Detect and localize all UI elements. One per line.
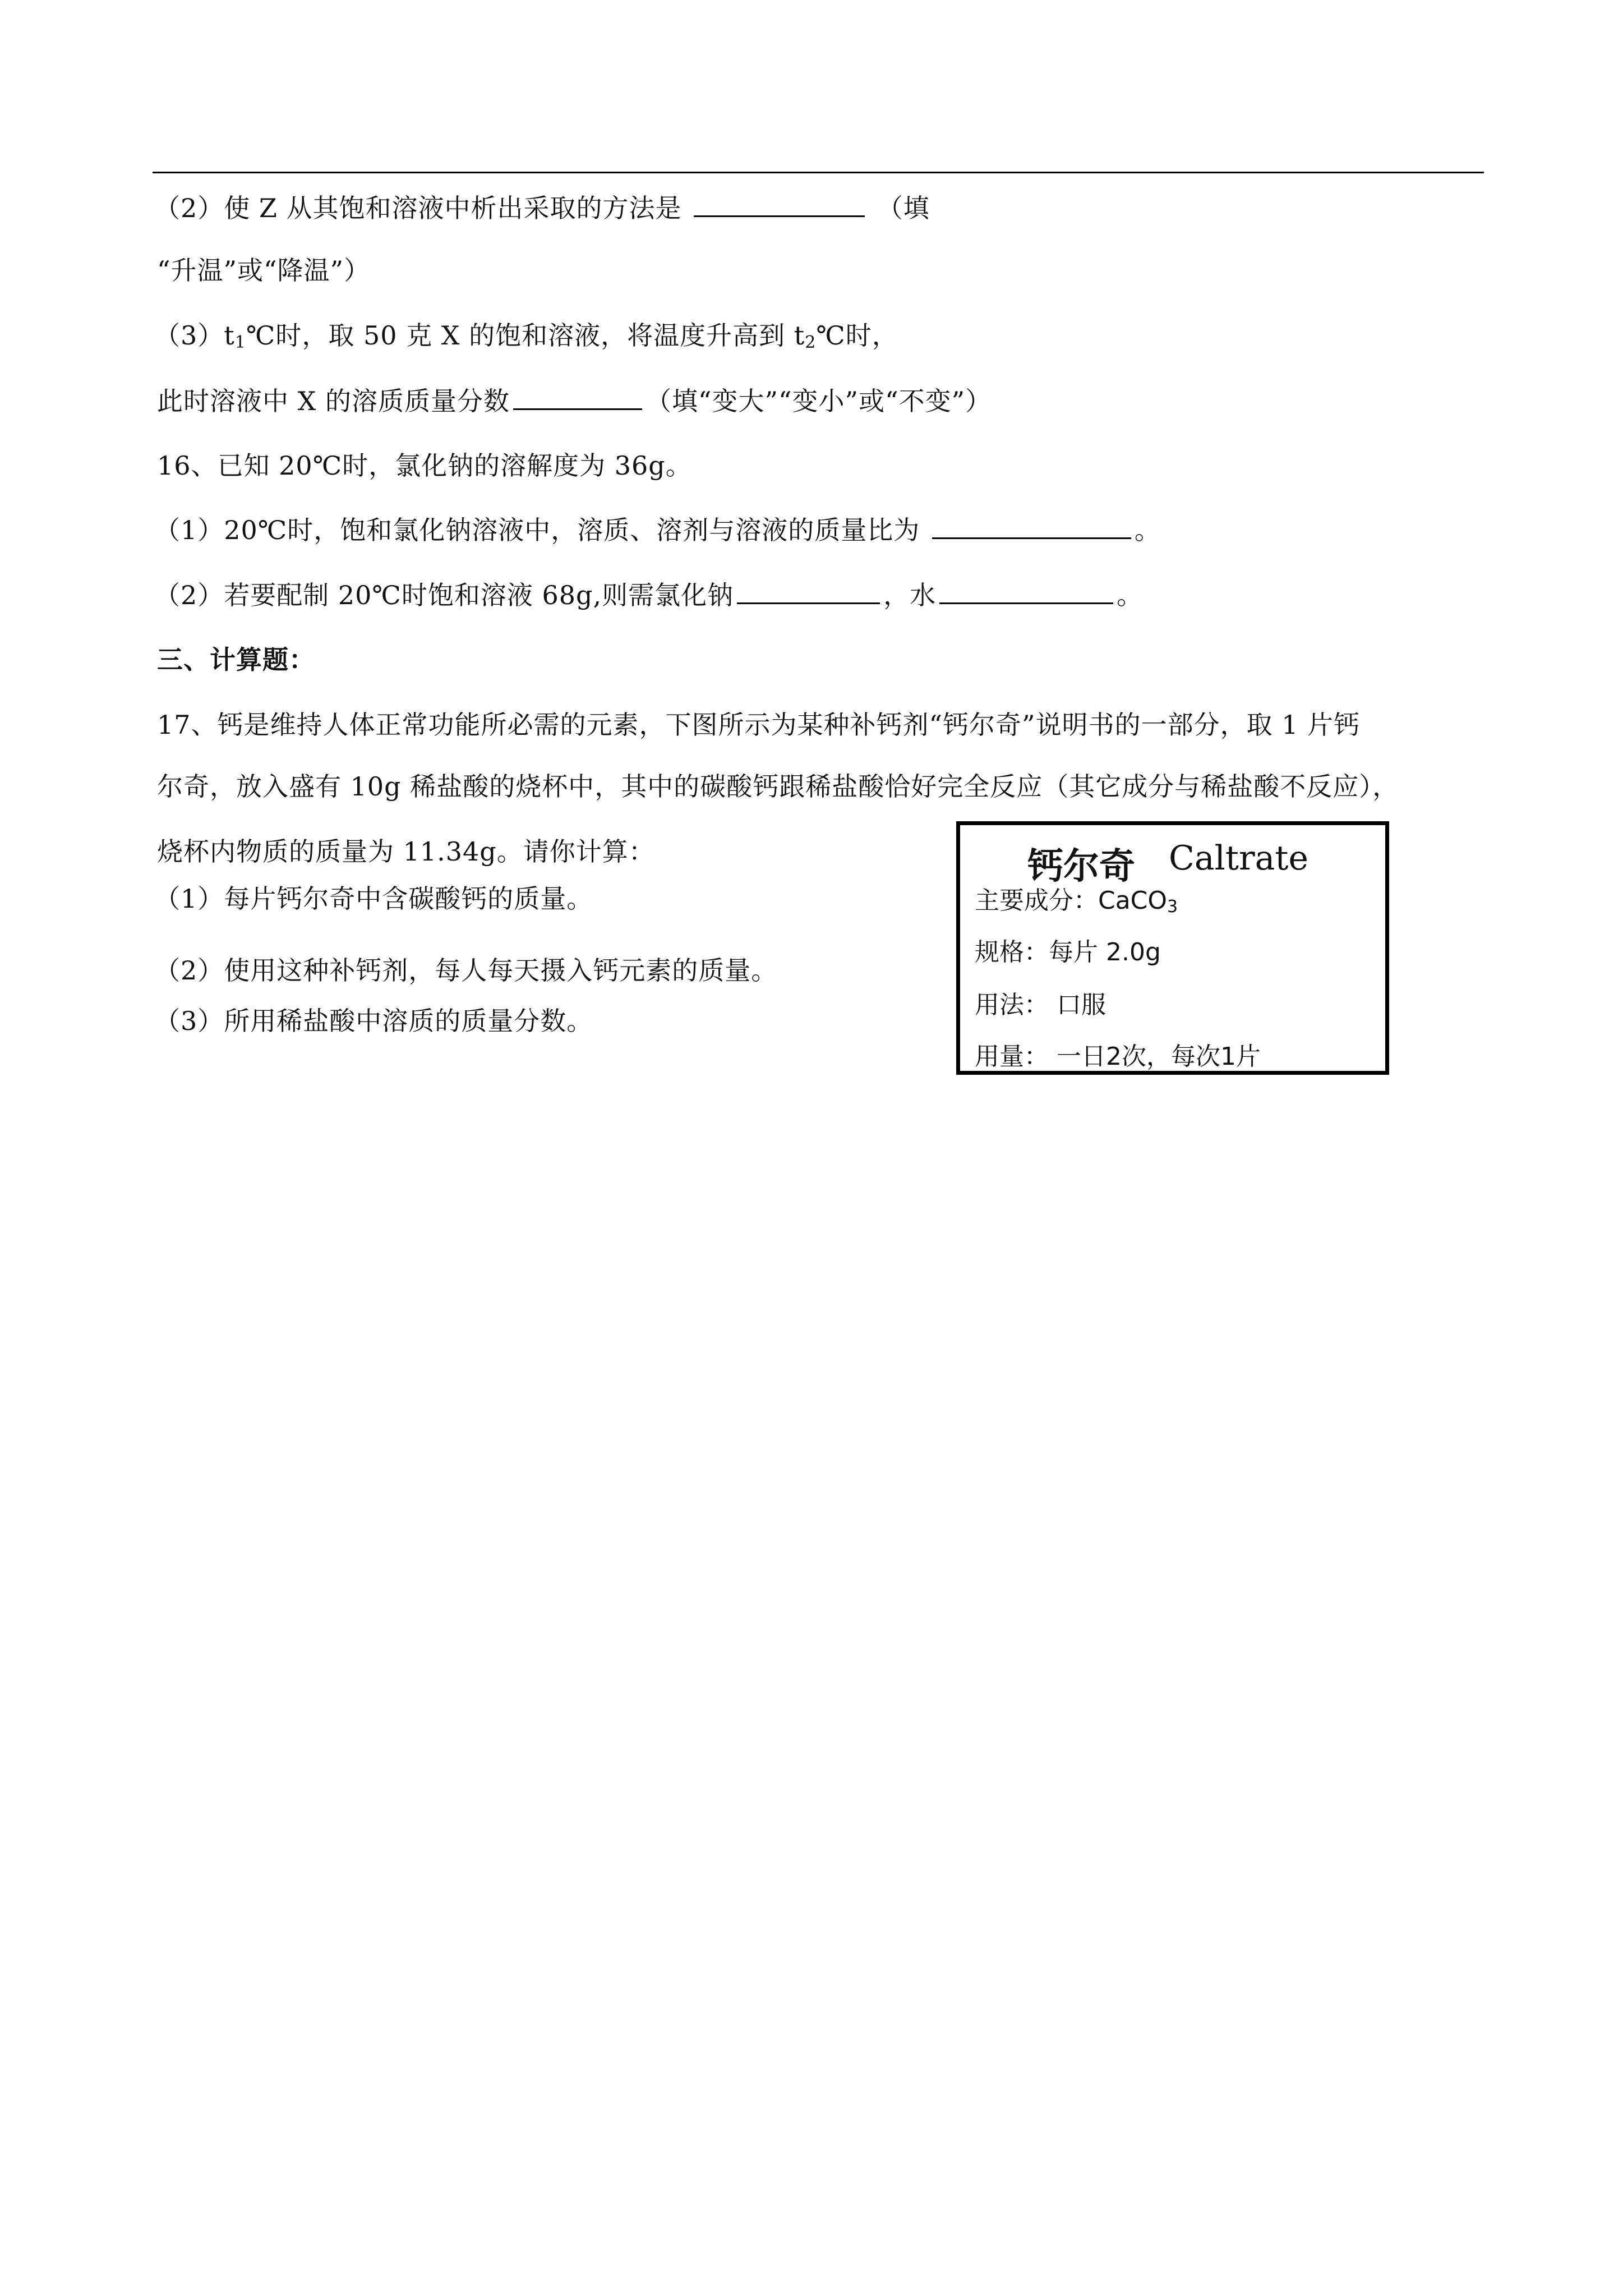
q17-stem-line1: 17、钙是维持人体正常功能所必需的元素，下图所示为某种补钙剂“钙尔奇”说明书的一部分，取 1 片钙 — [157, 710, 1361, 740]
answer-blank-q16-2-nacl[interactable] — [737, 578, 880, 604]
header-rule — [153, 172, 1484, 173]
section-heading: 三、计算题： — [157, 645, 315, 675]
answer-blank-q15-2[interactable] — [694, 191, 865, 217]
caltrate-label — [956, 821, 1389, 1075]
q15-part2: （2）使 Z 从其饱和溶液中析出采取的方法是 （填 — [154, 191, 930, 225]
q17-sub1: （1）每片钙尔奇中含碳酸钙的质量。 — [154, 884, 593, 914]
q15-part3-continuation: 此时溶液中 X 的溶质质量分数 （填“变大”“变小”或“不变”） — [157, 384, 992, 418]
q16-part1: （1）20℃时，饱和氯化钠溶液中，溶质、溶剂与溶液的质量比为 。 — [154, 513, 1161, 547]
q17-stem-line2: 尔奇，放入盛有 10g 稀盐酸的烧杯中，其中的碳酸钙跟稀盐酸恰好完全反应（其它成分与稀盐酸不反应）， — [157, 771, 1399, 802]
answer-blank-q16-2-water[interactable] — [939, 578, 1113, 604]
answer-blank-q15-3[interactable] — [513, 384, 642, 410]
q16-part2: （2）若要配制 20℃时饱和溶液 68g,则需氯化钠 ，水 。 — [154, 578, 1143, 612]
q17-sub3: （3）所用稀盐酸中溶质的质量分数。 — [154, 1006, 593, 1036]
q15-part3: $(3)t_1℃$时，取 50 克 X 的饱和溶液，将温度升高到 $t_2℃$时， — [154, 320, 898, 352]
q16-stem: 16、已知 20℃时，氯化钠的溶解度为 36g。 — [157, 450, 692, 481]
label-dosage: 用量： 一日2次，每次1片 — [975, 1042, 1261, 1071]
label-usage: 用法： 口服 — [975, 991, 1106, 1019]
q15-part2-continuation: “升温”或“降温”） — [157, 255, 371, 286]
q17-sub2: （2）使用这种补钙剂，每人每天摄入钙元素的质量。 — [154, 955, 778, 986]
label-title-en: Caltrate — [1169, 839, 1309, 878]
label-title-cn: 钙尔奇 — [1027, 846, 1135, 887]
label-ingredient: 主要成分：CaCO$_3$ — [975, 886, 1178, 917]
label-spec: 规格：每片 2.0g — [975, 938, 1161, 967]
q17-stem-line3: 烧杯内物质的质量为 11.34g。请你计算： — [157, 836, 655, 867]
answer-blank-q16-1[interactable] — [932, 513, 1131, 539]
